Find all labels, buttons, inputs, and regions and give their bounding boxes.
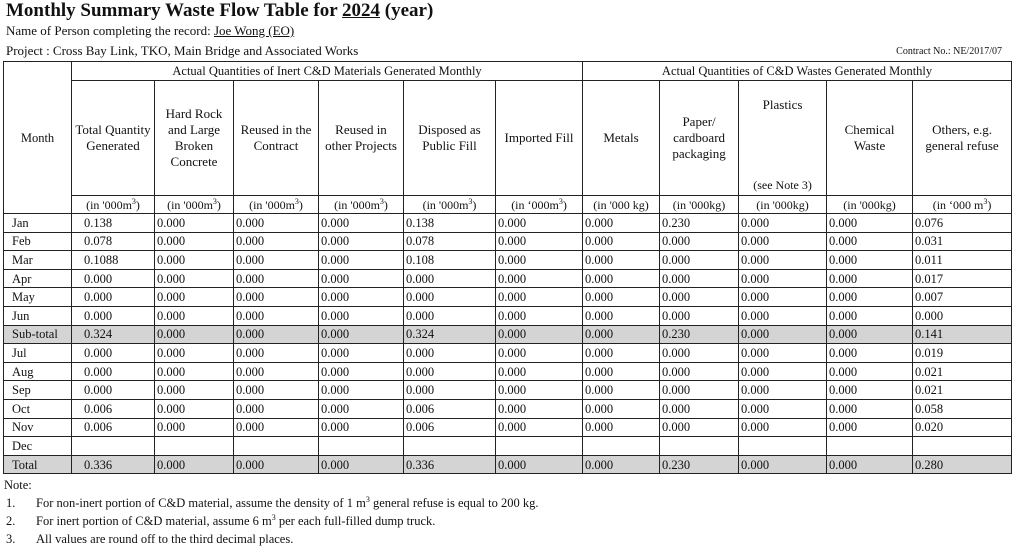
value-cell: 0.1088 xyxy=(72,251,155,270)
value-cell: 0.230 xyxy=(660,214,739,233)
value-cell: 0.000 xyxy=(827,344,913,363)
value-cell xyxy=(496,437,583,456)
month-cell: Nov xyxy=(4,418,72,437)
value-cell: 0.000 xyxy=(660,344,739,363)
value-cell: 0.000 xyxy=(319,325,404,344)
note-text: general refuse is equal to 200 kg. xyxy=(369,496,539,510)
value-cell: 0.017 xyxy=(913,269,1012,288)
unit-cell xyxy=(404,196,496,214)
value-cell: 0.000 xyxy=(234,344,319,363)
value-cell: 0.000 xyxy=(155,399,234,418)
value-cell: 0.011 xyxy=(913,251,1012,270)
value-cell: 0.000 xyxy=(404,381,496,400)
unit-text: (in '000m xyxy=(167,197,213,212)
value-cell: 0.000 xyxy=(155,251,234,270)
value-cell: 0.000 xyxy=(583,344,660,363)
month-header: Month xyxy=(4,62,72,214)
value-cell: 0.336 xyxy=(72,455,155,474)
value-cell: 0.000 xyxy=(827,306,913,325)
value-cell: 0.000 xyxy=(319,362,404,381)
title-prefix: Monthly Summary Waste Flow Table for xyxy=(6,0,343,21)
note-sup: 3 xyxy=(271,512,276,522)
value-cell: 0.000 xyxy=(739,418,827,437)
value-cell: 0.000 xyxy=(404,344,496,363)
unit-cell xyxy=(155,196,234,214)
unit-text: (in '000m xyxy=(422,197,469,212)
table-row xyxy=(4,399,1012,418)
value-cell: 0.000 xyxy=(155,455,234,474)
table-row xyxy=(4,418,1012,437)
value-cell: 0.230 xyxy=(660,325,739,344)
value-cell: 0.000 xyxy=(583,288,660,307)
value-cell: 0.000 xyxy=(72,362,155,381)
note-text: For inert portion of C&D material, assume 6 m xyxy=(36,514,272,528)
value-cell: 0.000 xyxy=(155,269,234,288)
value-cell: 0.006 xyxy=(72,399,155,418)
value-cell: 0.000 xyxy=(319,214,404,233)
group-header-row xyxy=(4,62,1012,81)
value-cell: 0.108 xyxy=(404,251,496,270)
value-cell: 0.000 xyxy=(234,418,319,437)
value-cell: 0.000 xyxy=(155,288,234,307)
value-cell: 0.000 xyxy=(234,325,319,344)
value-cell: 0.000 xyxy=(827,214,913,233)
value-cell: 0.000 xyxy=(660,306,739,325)
unit-close: ) xyxy=(562,197,567,212)
value-cell: 0.000 xyxy=(660,381,739,400)
value-cell xyxy=(155,437,234,456)
value-cell: 0.000 xyxy=(583,362,660,381)
value-cell: 0.000 xyxy=(660,251,739,270)
value-cell: 0.006 xyxy=(404,399,496,418)
value-cell: 0.000 xyxy=(234,269,319,288)
value-cell xyxy=(404,437,496,456)
value-cell: 0.000 xyxy=(404,288,496,307)
value-cell: 0.000 xyxy=(739,214,827,233)
value-cell: 0.000 xyxy=(319,418,404,437)
value-cell: 0.000 xyxy=(72,269,155,288)
unit-cell xyxy=(234,196,319,214)
value-cell xyxy=(234,437,319,456)
value-cell xyxy=(827,437,913,456)
col-header-chemical: Chemical Waste xyxy=(827,81,913,196)
value-cell: 0.000 xyxy=(496,344,583,363)
value-cell: 0.000 xyxy=(739,399,827,418)
col-header-hard-rock: Hard Rock and Large Broken Concrete xyxy=(155,81,234,196)
value-cell: 0.000 xyxy=(496,269,583,288)
value-cell: 0.000 xyxy=(739,455,827,474)
value-cell: 0.000 xyxy=(155,381,234,400)
month-cell: Oct xyxy=(4,399,72,418)
col-header-paper: Paper/ cardboard packaging xyxy=(660,81,739,196)
value-cell: 0.000 xyxy=(496,214,583,233)
value-cell: 0.000 xyxy=(660,418,739,437)
value-cell: 0.000 xyxy=(319,344,404,363)
unit-sup: 3 xyxy=(983,196,988,206)
table-row xyxy=(4,344,1012,363)
value-cell: 0.078 xyxy=(404,232,496,251)
value-cell: 0.000 xyxy=(319,306,404,325)
value-cell: 0.000 xyxy=(583,232,660,251)
value-cell: 0.141 xyxy=(913,325,1012,344)
value-cell xyxy=(583,437,660,456)
inert-group-header: Actual Quantities of Inert C&D Materials Generated Monthly xyxy=(72,62,583,81)
value-cell: 0.000 xyxy=(583,325,660,344)
value-cell: 0.000 xyxy=(496,362,583,381)
value-cell: 0.019 xyxy=(913,344,1012,363)
unit-cell xyxy=(496,196,583,214)
value-cell: 0.000 xyxy=(913,306,1012,325)
unit-cell: (in '000 kg) xyxy=(583,196,660,214)
value-cell: 0.000 xyxy=(827,232,913,251)
unit-text: (in '000m xyxy=(249,197,295,212)
value-cell: 0.000 xyxy=(827,381,913,400)
value-cell: 0.000 xyxy=(234,306,319,325)
value-cell: 0.031 xyxy=(913,232,1012,251)
value-cell: 0.000 xyxy=(234,232,319,251)
value-cell: 0.000 xyxy=(660,269,739,288)
value-cell: 0.000 xyxy=(827,399,913,418)
month-cell: Apr xyxy=(4,269,72,288)
value-cell: 0.000 xyxy=(404,269,496,288)
unit-sup: 3 xyxy=(468,196,473,206)
value-cell: 0.000 xyxy=(660,232,739,251)
value-cell: 0.000 xyxy=(827,418,913,437)
note-3 xyxy=(4,530,539,548)
value-cell: 0.000 xyxy=(234,362,319,381)
value-cell: 0.000 xyxy=(739,306,827,325)
column-header-row xyxy=(4,81,1012,196)
plastics-note: (see Note 3) xyxy=(753,178,812,192)
value-cell: 0.000 xyxy=(319,269,404,288)
month-cell: Jan xyxy=(4,214,72,233)
unit-cell: (in '000kg) xyxy=(739,196,827,214)
table-row xyxy=(4,269,1012,288)
plastics-label: Plastics xyxy=(762,97,803,112)
table-row xyxy=(4,251,1012,270)
value-cell: 0.324 xyxy=(404,325,496,344)
unit-sup: 3 xyxy=(558,196,563,206)
value-cell: 0.000 xyxy=(583,381,660,400)
value-cell: 0.230 xyxy=(660,455,739,474)
note-sup: 3 xyxy=(365,494,370,504)
value-cell: 0.078 xyxy=(72,232,155,251)
month-cell: Sep xyxy=(4,381,72,400)
note-text: For non-inert portion of C&D material, assume the density of 1 m xyxy=(36,496,366,510)
note-2 xyxy=(4,512,539,530)
value-cell: 0.000 xyxy=(583,455,660,474)
value-cell: 0.000 xyxy=(234,399,319,418)
value-cell: 0.336 xyxy=(404,455,496,474)
value-cell: 0.000 xyxy=(155,232,234,251)
person-line xyxy=(6,23,294,39)
project-line: Project : Cross Bay Link, TKO, Main Bridge and Associated Works xyxy=(6,43,359,58)
note-number: 1. xyxy=(6,496,16,510)
value-cell: 0.006 xyxy=(404,418,496,437)
value-cell: 0.076 xyxy=(913,214,1012,233)
title-year: 2024 xyxy=(342,0,381,21)
value-cell: 0.000 xyxy=(234,288,319,307)
table-row xyxy=(4,214,1012,233)
table-row xyxy=(4,381,1012,400)
value-cell: 0.000 xyxy=(72,381,155,400)
value-cell: 0.000 xyxy=(739,381,827,400)
person-name: Joe Wong (EO) xyxy=(213,23,295,38)
unit-close: ) xyxy=(298,197,303,212)
unit-text: (in ‘000 m xyxy=(932,197,984,212)
month-cell: Aug xyxy=(4,362,72,381)
unit-close: ) xyxy=(472,197,477,212)
month-cell: Feb xyxy=(4,232,72,251)
value-cell: 0.000 xyxy=(319,399,404,418)
col-header-others: Others, e.g. general refuse xyxy=(913,81,1012,196)
value-cell: 0.007 xyxy=(913,288,1012,307)
notes-section xyxy=(4,476,539,548)
value-cell: 0.000 xyxy=(660,362,739,381)
value-cell: 0.021 xyxy=(913,381,1012,400)
unit-sup: 3 xyxy=(294,196,299,206)
note-1 xyxy=(4,494,539,512)
person-label: Name of Person completing the record: xyxy=(6,23,214,38)
value-cell: 0.000 xyxy=(72,344,155,363)
note-text: All values are round off to the third decimal places. xyxy=(36,532,294,546)
value-cell: 0.006 xyxy=(72,418,155,437)
month-cell: Sub-total xyxy=(4,325,72,344)
value-cell: 0.324 xyxy=(72,325,155,344)
value-cell: 0.000 xyxy=(827,362,913,381)
value-cell: 0.000 xyxy=(234,251,319,270)
value-cell: 0.000 xyxy=(155,418,234,437)
value-cell: 0.280 xyxy=(913,455,1012,474)
value-cell xyxy=(319,437,404,456)
value-cell: 0.000 xyxy=(234,381,319,400)
value-cell: 0.000 xyxy=(827,269,913,288)
table-row xyxy=(4,288,1012,307)
value-cell: 0.000 xyxy=(319,232,404,251)
value-cell: 0.000 xyxy=(583,214,660,233)
table-row xyxy=(4,232,1012,251)
value-cell: 0.000 xyxy=(660,288,739,307)
value-cell: 0.000 xyxy=(319,455,404,474)
value-cell xyxy=(72,437,155,456)
unit-cell xyxy=(913,196,1012,214)
value-cell: 0.000 xyxy=(739,251,827,270)
value-cell: 0.000 xyxy=(496,418,583,437)
value-cell: 0.000 xyxy=(739,288,827,307)
value-cell: 0.000 xyxy=(583,269,660,288)
unit-row xyxy=(4,196,1012,214)
value-cell: 0.000 xyxy=(319,381,404,400)
value-cell: 0.000 xyxy=(319,251,404,270)
page-title xyxy=(6,0,433,22)
value-cell: 0.000 xyxy=(155,362,234,381)
unit-cell xyxy=(72,196,155,214)
value-cell: 0.000 xyxy=(155,325,234,344)
unit-text: (in '000m xyxy=(334,197,380,212)
value-cell xyxy=(913,437,1012,456)
value-cell: 0.000 xyxy=(827,455,913,474)
value-cell: 0.138 xyxy=(72,214,155,233)
value-cell: 0.000 xyxy=(496,455,583,474)
value-cell: 0.000 xyxy=(155,306,234,325)
col-header-public-fill: Disposed as Public Fill xyxy=(404,81,496,196)
unit-cell: (in '000kg) xyxy=(827,196,913,214)
unit-close: ) xyxy=(216,197,221,212)
value-cell: 0.000 xyxy=(583,418,660,437)
unit-text: (in ‘000m xyxy=(511,197,559,212)
value-cell: 0.000 xyxy=(739,344,827,363)
value-cell: 0.000 xyxy=(496,288,583,307)
value-cell: 0.000 xyxy=(496,399,583,418)
month-cell: May xyxy=(4,288,72,307)
value-cell xyxy=(739,437,827,456)
col-header-reused-other: Reused in other Projects xyxy=(319,81,404,196)
month-cell: Jun xyxy=(4,306,72,325)
contract-number: Contract No.: NE/2017/07 xyxy=(896,46,1002,57)
value-cell: 0.000 xyxy=(739,269,827,288)
value-cell: 0.000 xyxy=(827,288,913,307)
value-cell: 0.000 xyxy=(234,455,319,474)
title-suffix: (year) xyxy=(380,0,434,21)
table-body xyxy=(4,214,1012,474)
value-cell: 0.000 xyxy=(72,288,155,307)
month-cell: Mar xyxy=(4,251,72,270)
notes-heading: Note: xyxy=(4,478,32,492)
value-cell: 0.000 xyxy=(496,325,583,344)
value-cell: 0.000 xyxy=(660,399,739,418)
unit-close: ) xyxy=(987,197,992,212)
col-header-reused-contract: Reused in the Contract xyxy=(234,81,319,196)
unit-close: ) xyxy=(135,197,140,212)
value-cell: 0.000 xyxy=(319,288,404,307)
value-cell: 0.000 xyxy=(739,325,827,344)
value-cell: 0.000 xyxy=(155,344,234,363)
unit-close: ) xyxy=(383,197,388,212)
value-cell: 0.000 xyxy=(496,251,583,270)
table-row xyxy=(4,306,1012,325)
value-cell: 0.000 xyxy=(404,362,496,381)
unit-sup: 3 xyxy=(379,196,384,206)
waste-flow-table xyxy=(3,61,1012,474)
value-cell: 0.020 xyxy=(913,418,1012,437)
unit-sup: 3 xyxy=(212,196,217,206)
value-cell: 0.138 xyxy=(404,214,496,233)
value-cell: 0.000 xyxy=(583,399,660,418)
value-cell: 0.000 xyxy=(72,306,155,325)
value-cell: 0.000 xyxy=(583,251,660,270)
value-cell: 0.000 xyxy=(404,306,496,325)
value-cell: 0.000 xyxy=(234,214,319,233)
value-cell: 0.000 xyxy=(496,381,583,400)
waste-group-header: Actual Quantities of C&D Wastes Generated Monthly xyxy=(583,62,1012,81)
value-cell: 0.000 xyxy=(739,362,827,381)
table-row xyxy=(4,437,1012,456)
month-cell: Total xyxy=(4,455,72,474)
unit-cell xyxy=(319,196,404,214)
value-cell: 0.000 xyxy=(496,306,583,325)
value-cell: 0.000 xyxy=(155,214,234,233)
note-number: 2. xyxy=(6,514,16,528)
value-cell xyxy=(660,437,739,456)
value-cell: 0.000 xyxy=(583,306,660,325)
unit-cell: (in '000kg) xyxy=(660,196,739,214)
unit-sup: 3 xyxy=(131,196,136,206)
note-text: per each full-filled dump truck. xyxy=(275,514,436,528)
note-number: 3. xyxy=(6,532,16,546)
value-cell: 0.021 xyxy=(913,362,1012,381)
unit-text: (in '000m xyxy=(86,197,132,212)
table-row xyxy=(4,325,1012,344)
value-cell: 0.000 xyxy=(739,232,827,251)
col-header-plastics xyxy=(739,81,827,196)
col-header-metals: Metals xyxy=(583,81,660,196)
value-cell: 0.000 xyxy=(496,232,583,251)
value-cell: 0.000 xyxy=(827,325,913,344)
value-cell: 0.000 xyxy=(827,251,913,270)
col-header-total: Total Quantity Generated xyxy=(72,81,155,196)
table-row xyxy=(4,362,1012,381)
col-header-imported-fill: Imported Fill xyxy=(496,81,583,196)
month-cell: Jul xyxy=(4,344,72,363)
month-cell: Dec xyxy=(4,437,72,456)
table-row xyxy=(4,455,1012,474)
value-cell: 0.058 xyxy=(913,399,1012,418)
